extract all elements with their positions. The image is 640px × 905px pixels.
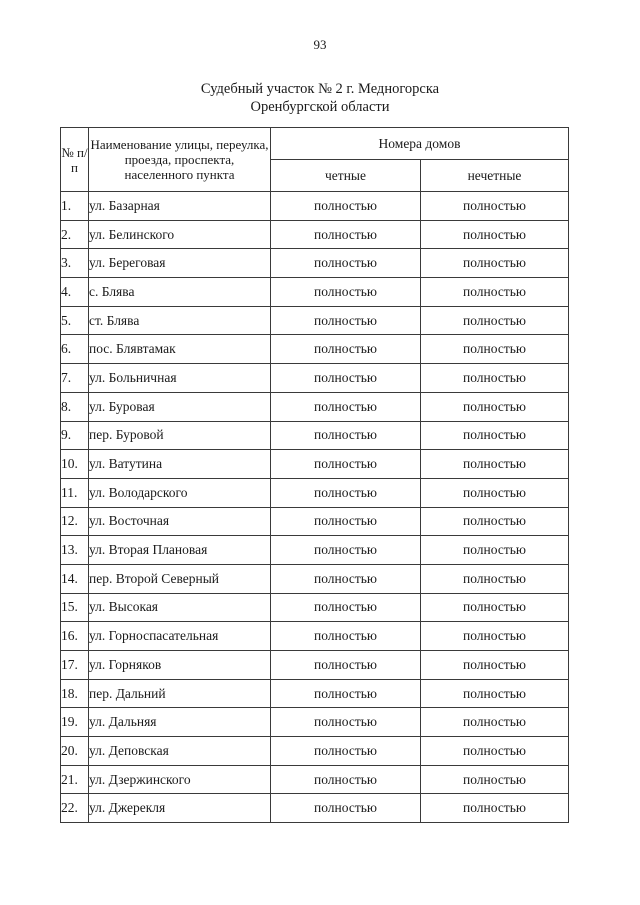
even-houses: полностью xyxy=(271,708,421,737)
even-houses: полностью xyxy=(271,564,421,593)
row-number: 13. xyxy=(61,536,89,565)
header-even: четные xyxy=(271,160,421,192)
street-list-table xyxy=(60,127,569,823)
even-houses: полностью xyxy=(271,249,421,278)
title-line-2: Оренбургской области xyxy=(250,99,390,115)
row-number: 12. xyxy=(61,507,89,536)
street-name: ул. Буровая xyxy=(89,392,271,421)
row-number: 22. xyxy=(61,794,89,823)
even-houses: полностью xyxy=(271,278,421,307)
even-houses: полностью xyxy=(271,651,421,680)
table-row xyxy=(61,249,569,278)
odd-houses: полностью xyxy=(421,364,569,393)
even-houses: полностью xyxy=(271,364,421,393)
table-row xyxy=(61,737,569,766)
street-name: ул. Высокая xyxy=(89,593,271,622)
odd-houses: полностью xyxy=(421,679,569,708)
even-houses: полностью xyxy=(271,335,421,364)
street-name: ул. Володарского xyxy=(89,478,271,507)
table-row xyxy=(61,450,569,479)
street-name: ул. Горноспасательная xyxy=(89,622,271,651)
odd-houses: полностью xyxy=(421,708,569,737)
row-number: 8. xyxy=(61,392,89,421)
odd-houses: полностью xyxy=(421,335,569,364)
even-houses: полностью xyxy=(271,794,421,823)
table-row xyxy=(61,507,569,536)
table-row xyxy=(61,392,569,421)
document-title xyxy=(0,80,640,116)
odd-houses: полностью xyxy=(421,278,569,307)
odd-houses: полностью xyxy=(421,622,569,651)
street-name: с. Блява xyxy=(89,278,271,307)
row-number: 16. xyxy=(61,622,89,651)
row-number: 7. xyxy=(61,364,89,393)
row-number: 19. xyxy=(61,708,89,737)
street-name: ул. Джерекля xyxy=(89,794,271,823)
row-number: 3. xyxy=(61,249,89,278)
even-houses: полностью xyxy=(271,679,421,708)
street-name: ул. Вторая Плановая xyxy=(89,536,271,565)
table-row xyxy=(61,564,569,593)
row-number: 9. xyxy=(61,421,89,450)
table-row xyxy=(61,765,569,794)
row-number: 2. xyxy=(61,220,89,249)
odd-houses: полностью xyxy=(421,192,569,221)
table-row xyxy=(61,335,569,364)
table-row xyxy=(61,306,569,335)
row-number: 5. xyxy=(61,306,89,335)
street-name: пер. Второй Северный xyxy=(89,564,271,593)
table-row xyxy=(61,708,569,737)
even-houses: полностью xyxy=(271,421,421,450)
table-row xyxy=(61,278,569,307)
row-number: 1. xyxy=(61,192,89,221)
page-number: 93 xyxy=(313,37,327,52)
street-name: ул. Белинского xyxy=(89,220,271,249)
row-number: 4. xyxy=(61,278,89,307)
odd-houses: полностью xyxy=(421,450,569,479)
table-row xyxy=(61,220,569,249)
even-houses: полностью xyxy=(271,536,421,565)
street-name: пер. Дальний xyxy=(89,679,271,708)
even-houses: полностью xyxy=(271,220,421,249)
header-house-numbers: Номера домов xyxy=(271,128,569,160)
header-number: № п/п xyxy=(61,128,89,192)
odd-houses: полностью xyxy=(421,564,569,593)
street-name: ул. Базарная xyxy=(89,192,271,221)
street-name: пер. Буровой xyxy=(89,421,271,450)
even-houses: полностью xyxy=(271,737,421,766)
even-houses: полностью xyxy=(271,192,421,221)
even-houses: полностью xyxy=(271,765,421,794)
even-houses: полностью xyxy=(271,392,421,421)
table-row xyxy=(61,478,569,507)
street-name: ул. Больничная xyxy=(89,364,271,393)
row-number: 15. xyxy=(61,593,89,622)
table-row xyxy=(61,364,569,393)
even-houses: полностью xyxy=(271,507,421,536)
odd-houses: полностью xyxy=(421,220,569,249)
title-line-1: Судебный участок № 2 г. Медногорска xyxy=(200,81,440,97)
odd-houses: полностью xyxy=(421,392,569,421)
street-name: ул. Деповская xyxy=(89,737,271,766)
row-number: 10. xyxy=(61,450,89,479)
table-row xyxy=(61,536,569,565)
even-houses: полностью xyxy=(271,593,421,622)
even-houses: полностью xyxy=(271,306,421,335)
odd-houses: полностью xyxy=(421,593,569,622)
even-houses: полностью xyxy=(271,450,421,479)
table-row xyxy=(61,679,569,708)
table-row xyxy=(61,192,569,221)
row-number: 6. xyxy=(61,335,89,364)
odd-houses: полностью xyxy=(421,651,569,680)
odd-houses: полностью xyxy=(421,421,569,450)
row-number: 18. xyxy=(61,679,89,708)
odd-houses: полностью xyxy=(421,794,569,823)
odd-houses: полностью xyxy=(421,478,569,507)
table-row xyxy=(61,593,569,622)
odd-houses: полностью xyxy=(421,765,569,794)
street-name: пос. Блявтамак xyxy=(89,335,271,364)
odd-houses: полностью xyxy=(421,306,569,335)
odd-houses: полностью xyxy=(421,507,569,536)
row-number: 21. xyxy=(61,765,89,794)
row-number: 14. xyxy=(61,564,89,593)
street-name: ул. Дальняя xyxy=(89,708,271,737)
row-number: 20. xyxy=(61,737,89,766)
row-number: 11. xyxy=(61,478,89,507)
street-name: ул. Восточная xyxy=(89,507,271,536)
table-row xyxy=(61,794,569,823)
table-row xyxy=(61,651,569,680)
odd-houses: полностью xyxy=(421,737,569,766)
street-name: ул. Горняков xyxy=(89,651,271,680)
even-houses: полностью xyxy=(271,478,421,507)
street-name: ул. Ватутина xyxy=(89,450,271,479)
header-street-name: Наименование улицы, переулка, проезда, проспекта, населенного пункта xyxy=(89,128,271,192)
even-houses: полностью xyxy=(271,622,421,651)
header-odd: нечетные xyxy=(421,160,569,192)
row-number: 17. xyxy=(61,651,89,680)
street-name: ул. Береговая xyxy=(89,249,271,278)
street-name: ул. Дзержинского xyxy=(89,765,271,794)
table-row xyxy=(61,622,569,651)
odd-houses: полностью xyxy=(421,536,569,565)
table-row xyxy=(61,421,569,450)
odd-houses: полностью xyxy=(421,249,569,278)
street-name: ст. Блява xyxy=(89,306,271,335)
